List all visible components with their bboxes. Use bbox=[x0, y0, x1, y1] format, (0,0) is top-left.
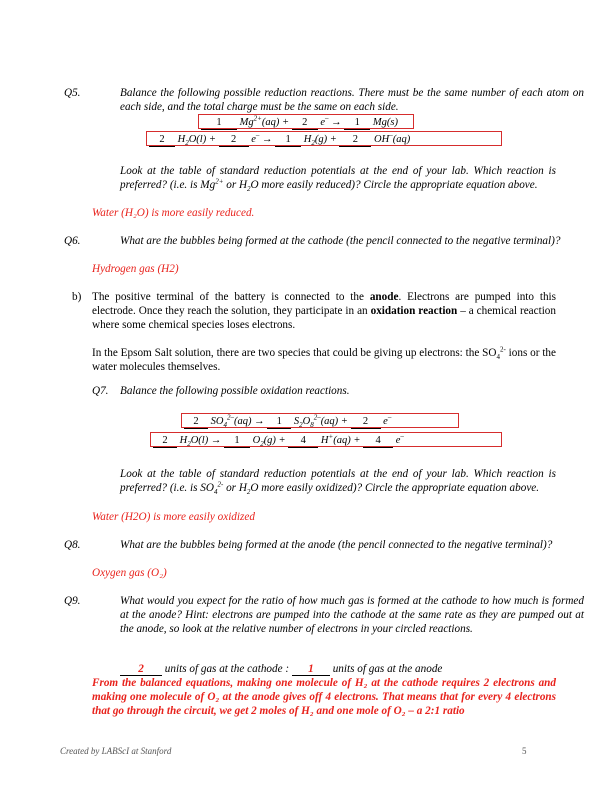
q5-eq2-state1: O(l) + bbox=[188, 134, 216, 145]
q5-look-text1: Look at the table of standard reduction potentials at the end of your lab. Which reaction is preferred? (i.e. is Mg bbox=[120, 165, 556, 191]
q5-eq2-electron: e bbox=[251, 134, 256, 145]
q5-eq2-sub1: 2 bbox=[185, 139, 189, 148]
q7-eq2-species2: O bbox=[252, 435, 261, 446]
q9-number: Q9. bbox=[64, 595, 81, 607]
q7-eq1-electron-charge: – bbox=[387, 413, 392, 422]
q9-blank-cathode[interactable]: 2 bbox=[120, 663, 162, 676]
q7-eq1-sub2b: 8 bbox=[310, 421, 314, 430]
partb-p2-text1: In the Epsom Salt solution, there are two species that could be giving up electrons: the SO bbox=[92, 347, 497, 359]
q5-eq1-charge1: 2+ bbox=[253, 114, 262, 123]
q5-eq2-coef1[interactable]: 2 bbox=[149, 134, 175, 147]
q7-look-text1: Look at the table of standard reduction potentials at the end of your lab. Which reaction is preferred? (i.e. is SO bbox=[120, 468, 556, 494]
q5-equation-1[interactable] bbox=[198, 114, 414, 129]
q7-eq2-species1: H bbox=[179, 435, 188, 446]
q5-look-sub: 2 bbox=[247, 185, 251, 194]
q5-eq1-product: Mg(s) bbox=[372, 117, 398, 128]
q7-eq2-coef3[interactable]: 4 bbox=[288, 435, 318, 448]
partb-p2-sup: 2- bbox=[499, 345, 506, 354]
q5-eq2-state4: (aq) bbox=[392, 134, 411, 145]
q9-prompt bbox=[64, 594, 584, 636]
q7-look-sub2: 2 bbox=[246, 488, 251, 497]
q8-answer: Oxygen gas (O₂) bbox=[92, 567, 167, 579]
q7-eq2-state3: (aq) + bbox=[333, 435, 361, 446]
q5-eq2-arrow: → bbox=[261, 134, 273, 145]
q7-look-sup: 2- bbox=[217, 480, 224, 489]
q5-eq1-coef1[interactable]: 1 bbox=[201, 117, 237, 130]
q5-look-prompt bbox=[120, 164, 556, 192]
q7-eq1-sub1: 4 bbox=[223, 421, 227, 430]
q6-text: What are the bubbles being formed at the cathode (the pencil connected to the negative terminal)? bbox=[120, 235, 561, 247]
q5-eq1-electron-charge: – bbox=[325, 114, 329, 123]
q7-eq2-coef1[interactable]: 2 bbox=[153, 435, 177, 448]
q7-look-sub: 4 bbox=[213, 488, 218, 497]
partb-p1-text3: – a chemical reaction where some chemical species loses electrons. bbox=[92, 305, 556, 331]
q7-look-prompt bbox=[120, 467, 556, 495]
q7-eq1-electron: e bbox=[383, 416, 388, 427]
q6-prompt bbox=[64, 234, 584, 248]
q8-prompt bbox=[64, 538, 584, 552]
q7-eq1-species2a: S bbox=[293, 416, 300, 427]
q5-eq2-species1: H bbox=[177, 134, 186, 145]
q5-prompt bbox=[64, 86, 584, 114]
q7-eq2-sub1: 2 bbox=[187, 440, 191, 449]
q7-look-text3: O more easily oxidized)? Circle the appropriate equation above. bbox=[250, 482, 540, 494]
q7-answer: Water (H2O) is more easily oxidized bbox=[92, 511, 255, 523]
q6-answer: Hydrogen gas (H2) bbox=[92, 263, 179, 275]
q9-mid-text: units of gas at the cathode : bbox=[164, 663, 290, 675]
footer-credit: Created by LABScI at Stanford bbox=[60, 746, 172, 756]
q7-eq1-coef3[interactable]: 2 bbox=[351, 416, 381, 429]
q8-text: What are the bubbles being formed at the anode (the pencil connected to the negative terminal)? bbox=[120, 539, 553, 551]
q5-eq1-coef3[interactable]: 1 bbox=[344, 117, 370, 130]
q7-eq2-electron-charge: – bbox=[400, 432, 404, 441]
q5-eq1-species1: Mg bbox=[239, 117, 254, 128]
q6-number: Q6. bbox=[64, 235, 81, 247]
q5-eq1-state1: (aq) + bbox=[261, 117, 290, 128]
q8-number: Q8. bbox=[64, 539, 81, 551]
partb-p1-anode: anode bbox=[369, 291, 399, 303]
q5-eq2-coef4[interactable]: 2 bbox=[339, 134, 371, 147]
q7-eq2-electron: e bbox=[395, 435, 401, 446]
q7-eq1-sub2a: 2 bbox=[299, 421, 303, 430]
q9-answer: From the balanced equations, making one molecule of H₂ at the cathode requires 2 electrons and making one molecule of O₂ at the anode gives off 4 electrons. That means that for every 4 electrons that go through the circuit, we get 2 moles of H₂ and one mole of O₂ – a 2:1 ratio bbox=[92, 677, 556, 717]
partb-paragraph-2 bbox=[92, 346, 556, 374]
q5-eq2-state3: (g) + bbox=[314, 134, 337, 145]
q5-look-text3: O more easily reduced)? Circle the appropriate equation above. bbox=[250, 179, 538, 191]
q5-eq2-coef2[interactable]: 2 bbox=[219, 134, 249, 147]
q5-eq2-coef3[interactable]: 1 bbox=[275, 134, 301, 147]
q7-eq1-sup2: 2– bbox=[313, 413, 321, 422]
partb-p2-sub: 4 bbox=[496, 353, 500, 362]
q5-eq1-coef2[interactable]: 2 bbox=[292, 117, 318, 130]
q5-eq2-electron-charge: – bbox=[255, 131, 260, 140]
q7-eq1-species2b: O bbox=[302, 416, 311, 427]
q5-look-text2: or H bbox=[223, 179, 248, 191]
q5-text: Balance the following possible reduction reactions. There must be the same number of each atom on each side, and the total charge must be the same on each side. bbox=[120, 87, 584, 113]
q5-eq2-sub3: 2 bbox=[311, 139, 315, 148]
q7-text: Balance the following possible oxidation reactions. bbox=[120, 385, 350, 397]
q7-eq2-state1: O(l) → bbox=[190, 435, 222, 446]
q7-eq1-species1: SO bbox=[210, 416, 224, 427]
q9-text: What would you expect for the ratio of how much gas is formed at the cathode to how much is formed at the anode? Hint: electrons are pumped into the cathode at the same rate as they are pumped out at the anode, so look at the relative number of electrons in your circled reactions. bbox=[120, 595, 584, 635]
q7-equation-1[interactable] bbox=[181, 413, 459, 428]
q7-eq2-state2: (g) + bbox=[263, 435, 286, 446]
q7-eq2-coef4[interactable]: 4 bbox=[363, 435, 393, 448]
q7-eq2-species3: H bbox=[320, 435, 329, 446]
q7-eq1-coef1[interactable]: 2 bbox=[184, 416, 208, 429]
q9-ratio-line bbox=[120, 662, 560, 676]
partb-p1-text1: The positive terminal of the battery is connected to the bbox=[92, 291, 370, 303]
q5-look-sup: 2+ bbox=[215, 177, 224, 186]
q7-eq2-sub2: 2 bbox=[260, 440, 264, 449]
q7-eq1-state2: (aq) + bbox=[320, 416, 348, 427]
q5-eq1-electron: e bbox=[320, 117, 325, 128]
q5-answer: Water (H₂O) is more easily reduced. bbox=[92, 207, 255, 219]
q5-number: Q5. bbox=[64, 87, 81, 99]
q7-number: Q7. bbox=[92, 385, 109, 397]
partb-p2-text2: ions or the water molecules themselves. bbox=[92, 347, 556, 373]
q9-blank-anode[interactable]: 1 bbox=[292, 663, 330, 676]
q7-eq1-sup1: 2– bbox=[226, 413, 234, 422]
partb-label: b) bbox=[72, 291, 82, 303]
q7-prompt bbox=[92, 384, 556, 398]
q5-equation-2[interactable] bbox=[146, 131, 502, 146]
q7-eq1-coef2[interactable]: 1 bbox=[267, 416, 291, 429]
q7-eq1-state1: (aq) → bbox=[233, 416, 265, 427]
q5-eq1-arrow: → bbox=[331, 117, 342, 128]
q7-equation-2[interactable] bbox=[150, 432, 502, 447]
q7-look-text2: or H bbox=[223, 482, 247, 494]
page-number: 5 bbox=[522, 746, 527, 756]
q7-eq2-coef2[interactable]: 1 bbox=[224, 435, 250, 448]
q5-eq2-charge4: – bbox=[389, 131, 393, 140]
q9-end-text: units of gas at the anode bbox=[332, 663, 443, 675]
partb-p1-oxidation: oxidation reaction bbox=[370, 305, 458, 317]
q5-eq2-species3: H bbox=[303, 134, 312, 145]
q7-eq2-sup3: + bbox=[328, 432, 334, 441]
partb-p1-text2: . Electrons are pumped into this electrode. Once they reach the solution, they participate in an bbox=[92, 291, 556, 317]
q5-eq2-species4: OH bbox=[374, 134, 390, 145]
partb-paragraph-1 bbox=[92, 290, 556, 332]
